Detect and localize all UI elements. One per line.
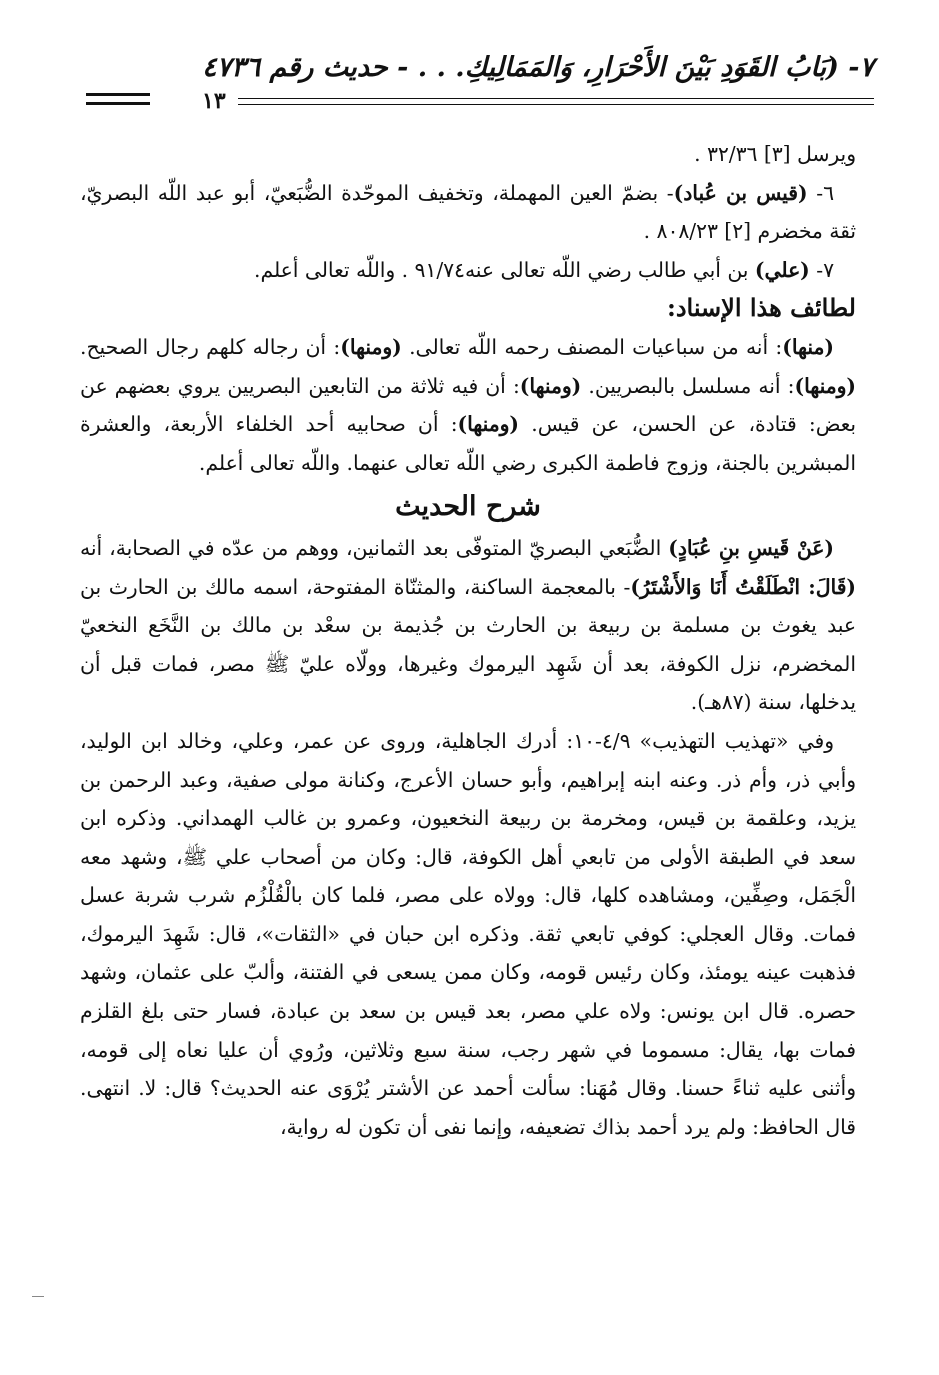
hadith-quote: (عَنْ قَيسِ بنِ عُبَادٍ) [668,535,834,560]
sharh-text: - بالمعجمة الساكنة، والمثنّاة المفتوحة، اسمه مالك بن الحارث بن عبد يغوث بن مسلمة بن ربيعة بن الحارث بن جُذيمة بن سعْد بن مالك بن النَّخَع النخعيّ المخضرم، نزل الكوفة، بعد أن شَهِد اليرموك وغيرها، وولّاه عليّ ﷺ مصر، فمات قبل أن يدخلها، سنة (٨٧هـ). [80,574,856,715]
lataif-marker: (منها) [782,334,834,359]
narrator-7-number: ٧- [809,257,834,282]
narrator-7 [80,251,856,290]
margin-mark [32,1296,44,1297]
running-header [84,50,874,114]
lataif-text: : أن صحابيه أحد الخلفاء الأربعة، والعشرة المبشرين بالجنة، وزوج فاطمة الكبرى رضي اللّه تعالى عنهما. واللّه تعالى أعلم. [80,412,856,475]
narrator-7-name: (علي) [754,257,810,282]
narrator-6-name: (قيس بن عُباد) [673,180,808,205]
lataif-marker: (ومنها) [519,373,582,398]
lataif-text: : أنه مسلسل بالبصريين. [581,373,795,398]
lataif-marker: (ومنها) [457,412,520,437]
narrator-6-number: ٦- [807,180,834,205]
sharh-paragraph-2: وفي «تهذيب التهذيب» ٤/٩-١٠: أدرك الجاهلية، وروى عن عمر، وعلي، وخالد ابن الوليد، وأبي ذر، وأم ذر. وعنه ابنه إبراهيم، وأبو حسان الأعرج، وكنانة مولى صفية، وعبد الرحمن بن يزيد، وعلقمة بن قيس، ومخرمة بن ربيعة النخعيون، وعمرو بن غالب الهمداني. وذكره ابن سعد في الطبقة الأولى من تابعي أهل الكوفة، قال: وكان من أصحاب علي ﷺ، وشهد معه الْجَمَل، وصِفِّين، ومشاهده كلها، قال: وولاه على مصر، فلما كان بالْقُلْزُم شرب شربة عسل فمات. وقال العجلي: كوفي تابعي ثقة. وذكره ابن حبان في «الثقات»، قال: شَهِدَ اليرموك، فذهبت عينه يومئذ، وكان رئيس قومه، وكان ممن يسعى في الفتنة، وألبّ على عثمان، وشهد حصره. قال ابن يونس: ولاه علي مصر، بعد قيس بن سعد بن عبادة، فسار حتى بلغ القلزم فمات بها، يقال: مسموما في شهر رجب، سنة سبع وثلاثين، ورُوي أن عليا نعاه إلى قومه، وأثنى عليه ثناءً حسنا. وقال مُهَنا: سألت أحمد عن الأشتر يُرْوَى عنه الحديث؟ قال: لا. انتهى. قال الحافظ: ولم يرد أحمد بذاك تضعيفه، وإنما نفى أن تكون له رواية، [80,728,856,1139]
lataif-paragraph [80,328,856,482]
narrator-6-text: - بضمّ العين المهملة، وتخفيف الموحّدة الضُّبَعيّ، أبو عبد اللّه البصريّ، ثقة مخضرم [٢] ٨٠٨/٢٣ . [80,180,856,244]
narrator-7-text: بن أبي طالب رضي اللّه تعالى عنه٩١/٧٤ . واللّه تعالى أعلم. [254,257,755,282]
lataif-marker: (ومنها) [794,373,856,398]
lataif-text: : أن فيه ثلاثة من التابعين البصريين يروي بعضهم عن بعض: قتادة، عن الحسن، عن قيس. [80,373,856,437]
main-text [80,135,856,1146]
sharh-paragraph-1 [80,529,856,722]
narrator-continuation: ويرسل [٣] ٣٢/٣٦ . [694,142,856,166]
page-marker-bar-second [86,102,150,105]
header-rule-double [238,104,874,105]
page-number: ١٣ [202,88,226,114]
lataif-text: : أن رجاله كلهم رجال الصحيح. [80,334,341,359]
sharh-text: الضُّبَعي البصريّ المتوفّى بعد الثمانين، ووهم من عدّه في الصحابة، أنه [80,535,669,560]
narrator-6 [80,174,856,251]
header-rule [238,98,874,99]
lataif-marker: (ومنها) [340,334,402,359]
section-heading-sharh: شرح الحديث [395,491,541,523]
chapter-title: ٧- (بَابُ القَوَدِ بَيْنَ الأَحْرَارِ، وَالمَمَالِيكِ. . . - حديث رقم ٤٧٣٦ [202,52,874,83]
lataif-text: : أنه من سباعيات المصنف رحمه اللّه تعالى. [401,334,783,359]
hadith-quote: (قَالَ: انْطَلَقْتُ أَنَا وَالأَشْتَرُ) [630,574,856,599]
section-heading-lataif: لطائف هذا الإسناد: [666,293,856,323]
page-marker-bar [86,93,150,96]
